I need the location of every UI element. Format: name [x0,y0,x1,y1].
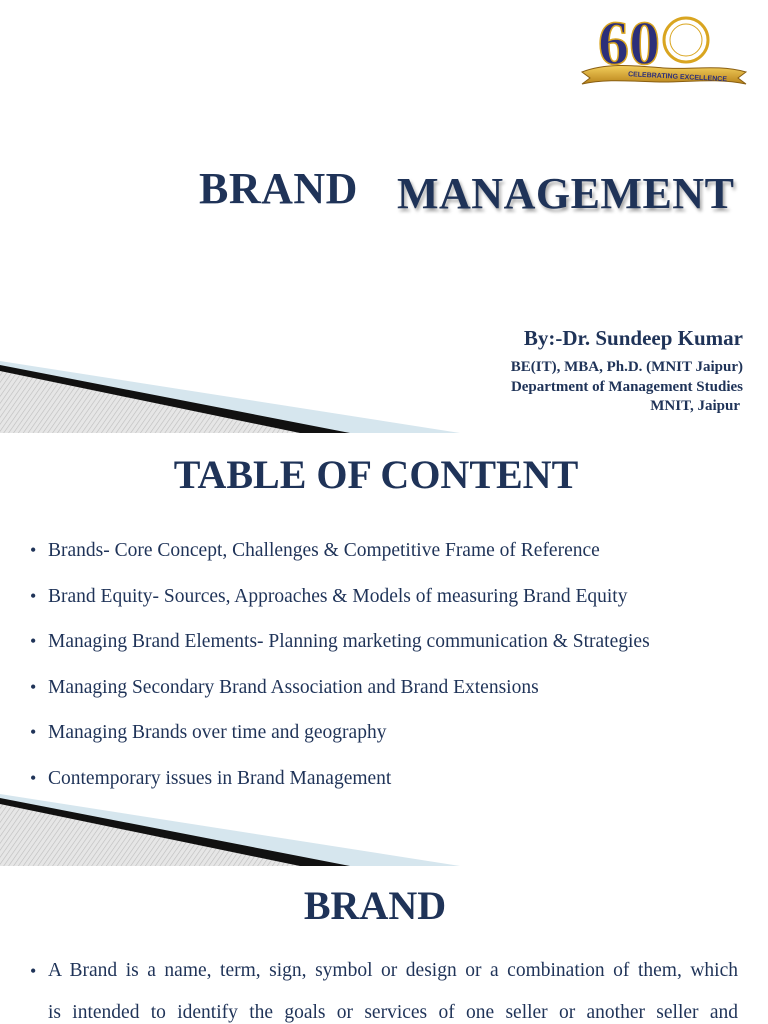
list-item [30,717,650,763]
toc-title: TABLE OF CONTENT [173,452,579,497]
logo-number-text: 60 [598,10,660,78]
list-item [30,581,650,627]
list-item [30,535,650,581]
toc-item-text: Managing Secondary Brand Association and Brand Extensions [48,676,539,698]
credential-degrees: BE(IT), MBA, Ph.D. (MNIT Jaipur) [510,359,743,375]
toc-list [30,535,650,808]
brand-definition [30,950,738,1024]
bullet-icon: • [30,676,37,697]
toc-item-text: Brands- Core Concept, Challenges & Competitive Frame of Reference [48,540,600,561]
author-line: By:-Dr. Sundeep Kumar [523,326,743,350]
list-item [30,626,650,672]
logo-ribbon-text: CELEBRATING EXCELLENCE [627,71,728,84]
credential-department: Department of Management Studies [510,379,743,395]
bullet-icon: • [30,585,37,606]
title-slide [0,0,768,433]
toc-item-text: Managing Brands over time and geography [48,722,387,743]
toc-item-text: Managing Brand Elements- Planning marketing communication & Strategies [48,631,650,652]
toc-item-text: Contemporary issues in Brand Management [48,767,392,789]
definition-line-1: A Brand is a name, term, sign, symbol or design or a combination of them, which [48,960,738,981]
toc-item-text: Brand Equity- Sources, Approaches & Models of measuring Brand Equity [48,585,628,607]
bullet-icon: • [30,722,37,742]
bullet-icon: • [30,767,37,788]
decorative-swoosh [0,794,460,866]
title-management-word: MANAGEMENT [397,169,735,218]
brand-title: BRAND [303,883,447,928]
bullet-icon: • [30,631,37,651]
sixty-years-logo [578,6,750,88]
title-brand-word: BRAND [199,164,358,213]
bullet-icon: • [30,961,37,981]
toc-slide [0,433,768,866]
credential-institute: MNIT, Jaipur [650,398,740,414]
definition-line-2: is intended to identify the goals or services of one seller or another seller and [48,1002,738,1023]
list-item [30,672,650,718]
bullet-icon: • [30,540,37,560]
decorative-swoosh [0,361,460,433]
brand-slide [0,866,768,1024]
